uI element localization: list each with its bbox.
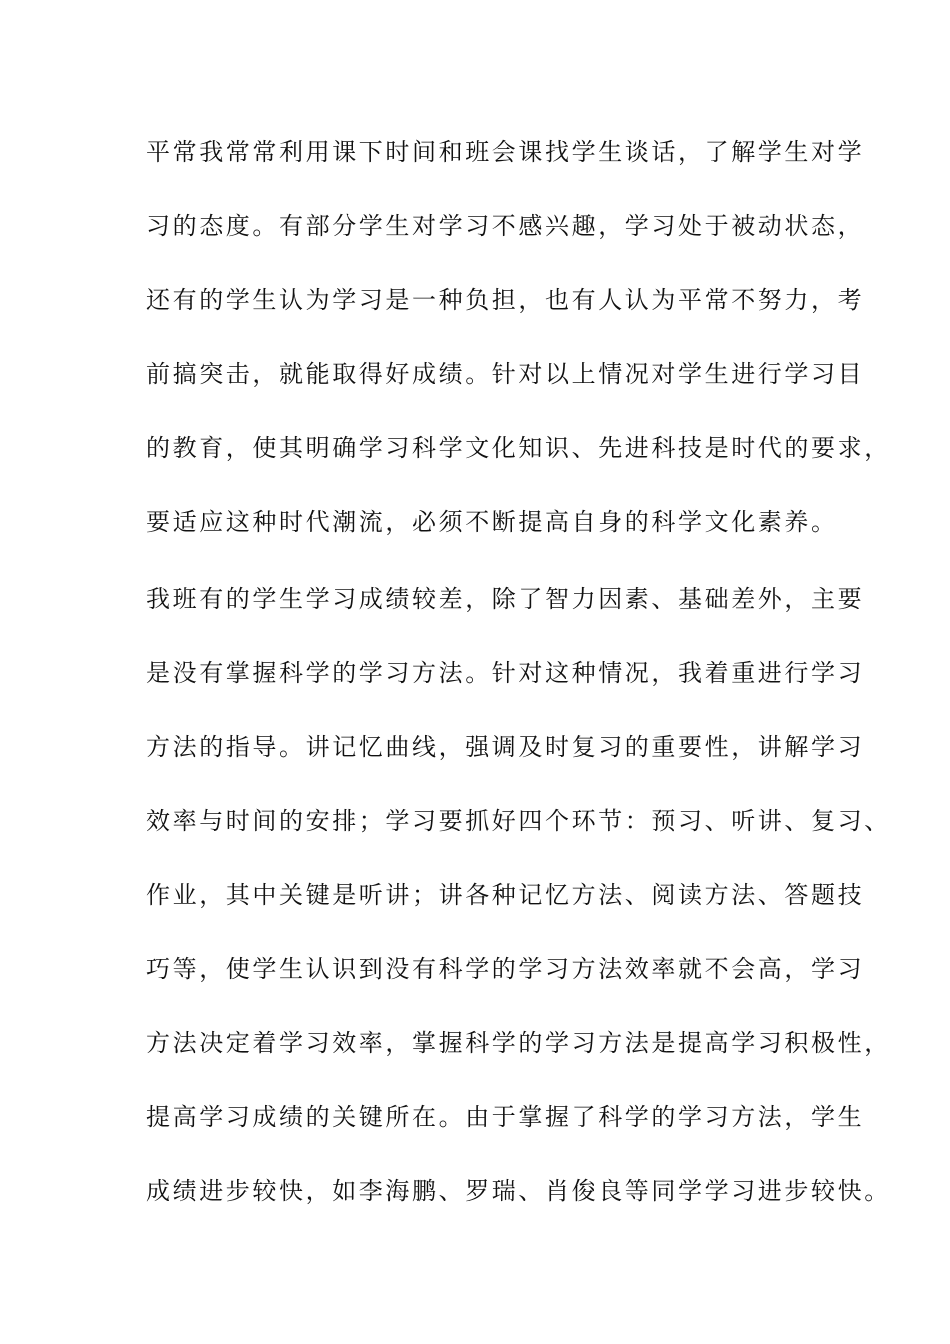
text-line: 平常我常常利用课下时间和班会课找学生谈话，了解学生对学 <box>146 138 865 166</box>
text-line: 我班有的学生学习成绩较差，除了智力因素、基础差外，主要 <box>146 585 865 613</box>
text-line: 方法决定着学习效率，掌握科学的学习方法是提高学习积极性， <box>146 1029 891 1057</box>
text-line: 巧等，使学生认识到没有科学的学习方法效率就不会高，学习 <box>146 955 865 983</box>
text-line: 方法的指导。讲记忆曲线，强调及时复习的重要性，讲解学习 <box>146 733 865 761</box>
text-line: 习的态度。有部分学生对学习不感兴趣，学习处于被动状态， <box>146 212 865 240</box>
text-line: 效率与时间的安排；学习要抓好四个环节：预习、听讲、复习、 <box>146 807 891 835</box>
text-line: 要适应这种时代潮流，必须不断提高自身的科学文化素养。 <box>146 508 838 536</box>
text-line: 是没有掌握科学的学习方法。针对这种情况，我着重进行学习 <box>146 659 865 687</box>
text-line: 还有的学生认为学习是一种负担，也有人认为平常不努力，考 <box>146 286 865 314</box>
text-line: 的教育，使其明确学习科学文化知识、先进科技是时代的要求， <box>146 434 891 462</box>
text-line: 提高学习成绩的关键所在。由于掌握了科学的学习方法，学生 <box>146 1103 865 1131</box>
text-line: 作业，其中关键是听讲；讲各种记忆方法、阅读方法、答题技 <box>146 881 865 909</box>
text-line: 成绩进步较快，如李海鹏、罗瑞、肖俊良等同学学习进步较快。 <box>146 1177 891 1205</box>
text-line: 前搞突击，就能取得好成绩。针对以上情况对学生进行学习目 <box>146 360 865 388</box>
